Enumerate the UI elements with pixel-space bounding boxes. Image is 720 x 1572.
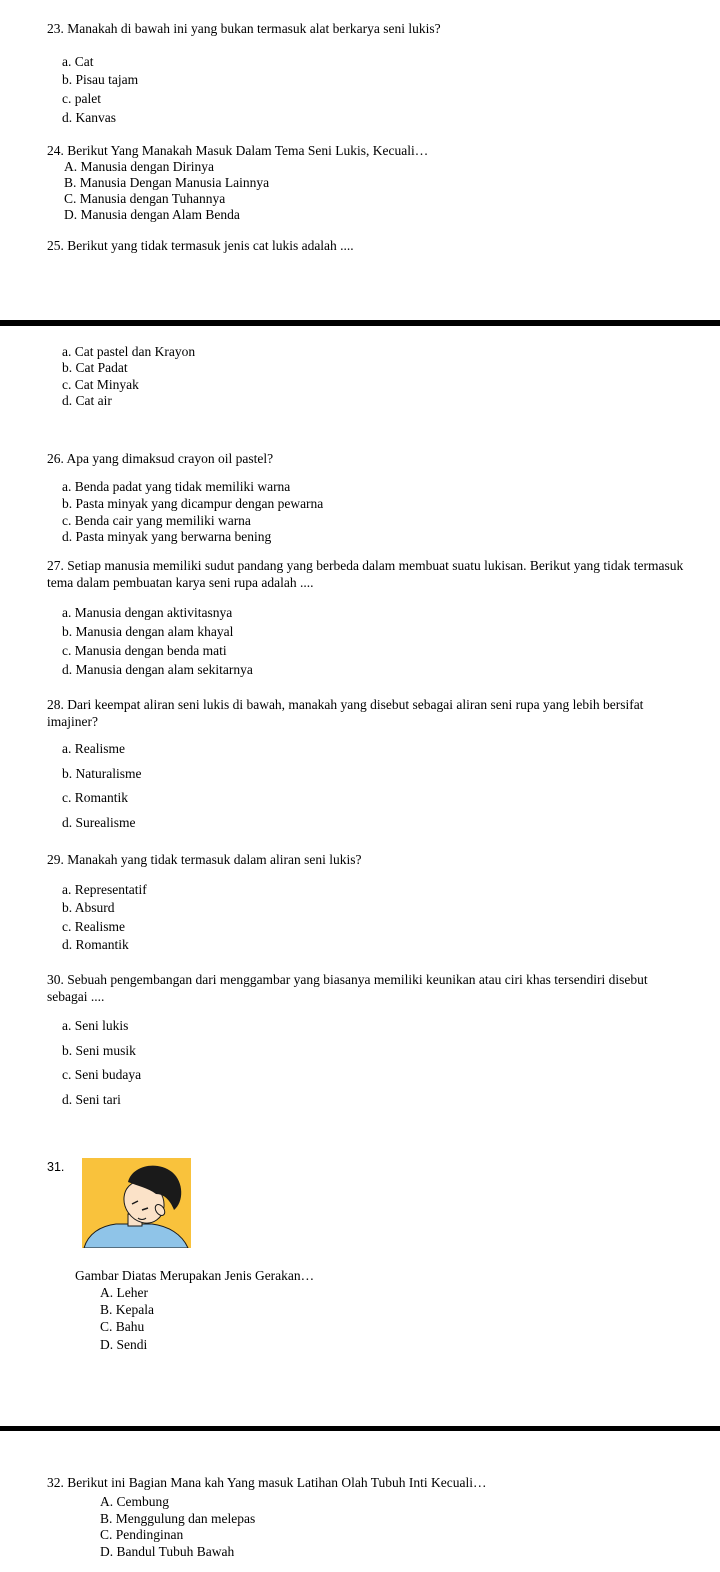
q24-option-d: D. Manusia dengan Alam Benda (64, 207, 240, 222)
q30-option-a: a. Seni lukis (62, 1018, 129, 1033)
question-26: 26. Apa yang dimaksud crayon oil pastel? (47, 451, 274, 466)
q23-option-a: a. Cat (62, 54, 94, 69)
q29-option-a: a. Representatif (62, 882, 147, 897)
q29-option-c: c. Realisme (62, 919, 125, 934)
q24-option-b: B. Manusia Dengan Manusia Lainnya (64, 175, 270, 190)
q27-option-c: c. Manusia dengan benda mati (62, 643, 227, 658)
q25-option-c: c. Cat Minyak (62, 377, 139, 392)
question-30: 30. Sebuah pengembangan dari menggambar yang biasanya memiliki keunikan atau ciri khas tersendiri disebut sebagai .... (47, 972, 648, 1004)
q29-option-d: d. Romantik (62, 937, 129, 952)
q26-option-d: d. Pasta minyak yang berwarna bening (62, 529, 272, 544)
neck-exercise-illustration (82, 1158, 191, 1248)
q30-option-d: d. Seni tari (62, 1092, 121, 1107)
q23-option-d: d. Kanvas (62, 110, 116, 125)
q25-option-b: b. Cat Padat (62, 360, 128, 375)
q28-option-b: b. Naturalisme (62, 766, 142, 781)
q23-option-b: b. Pisau tajam (62, 72, 139, 87)
q27-option-d: d. Manusia dengan alam sekitarnya (62, 662, 253, 677)
q26-option-a: a. Benda padat yang tidak memiliki warna (62, 479, 291, 494)
question-29: 29. Manakah yang tidak termasuk dalam aliran seni lukis? (47, 852, 362, 867)
q31-option-d: D. Sendi (100, 1337, 148, 1352)
q24-option-c: C. Manusia dengan Tuhannya (64, 191, 226, 206)
question-25: 25. Berikut yang tidak termasuk jenis cat lukis adalah .... (47, 238, 354, 253)
q27-option-a: a. Manusia dengan aktivitasnya (62, 605, 233, 620)
q28-option-d: d. Surealisme (62, 815, 136, 830)
q31-option-b: B. Kepala (100, 1302, 154, 1317)
q23-option-c: c. palet (62, 91, 101, 106)
page-separator-2 (0, 1426, 720, 1431)
q30-option-b: b. Seni musik (62, 1043, 136, 1058)
q26-option-b: b. Pasta minyak yang dicampur dengan pewarna (62, 496, 324, 511)
q27-option-b: b. Manusia dengan alam khayal (62, 624, 234, 639)
q28-option-a: a. Realisme (62, 741, 125, 756)
page-separator (0, 320, 720, 326)
question-31-number: 31. (47, 1160, 65, 1174)
q24-option-a: A. Manusia dengan Dirinya (64, 159, 214, 174)
q31-option-a: A. Leher (100, 1285, 148, 1300)
question-31: Gambar Diatas Merupakan Jenis Gerakan… (75, 1268, 315, 1283)
q32-option-b: B. Menggulung dan melepas (100, 1511, 256, 1526)
q28-option-c: c. Romantik (62, 790, 128, 805)
question-24: 24. Berikut Yang Manakah Masuk Dalam Tema Seni Lukis, Kecuali… (47, 143, 429, 158)
q25-option-a: a. Cat pastel dan Krayon (62, 344, 196, 359)
q32-option-a: A. Cembung (100, 1494, 169, 1509)
question-28: 28. Dari keempat aliran seni lukis di bawah, manakah yang disebut sebagai aliran seni rupa yang lebih bersifat imajiner? (47, 697, 644, 729)
question-32: 32. Berikut ini Bagian Mana kah Yang masuk Latihan Olah Tubuh Inti Kecuali… (47, 1475, 487, 1490)
q26-option-c: c. Benda cair yang memiliki warna (62, 513, 251, 528)
q31-option-c: C. Bahu (100, 1319, 145, 1334)
question-27: 27. Setiap manusia memiliki sudut pandang yang berbeda dalam membuat suatu lukisan. Berikut yang tidak termasuk tema dalam pembuatan karya seni rupa adalah .... (47, 558, 684, 590)
q29-option-b: b. Absurd (62, 900, 115, 915)
question-23: 23. Manakah di bawah ini yang bukan termasuk alat berkarya seni lukis? (47, 21, 441, 36)
q32-option-d: D. Bandul Tubuh Bawah (100, 1544, 235, 1559)
q30-option-c: c. Seni budaya (62, 1067, 142, 1082)
q25-option-d: d. Cat air (62, 393, 112, 408)
q32-option-c: C. Pendinginan (100, 1527, 184, 1542)
